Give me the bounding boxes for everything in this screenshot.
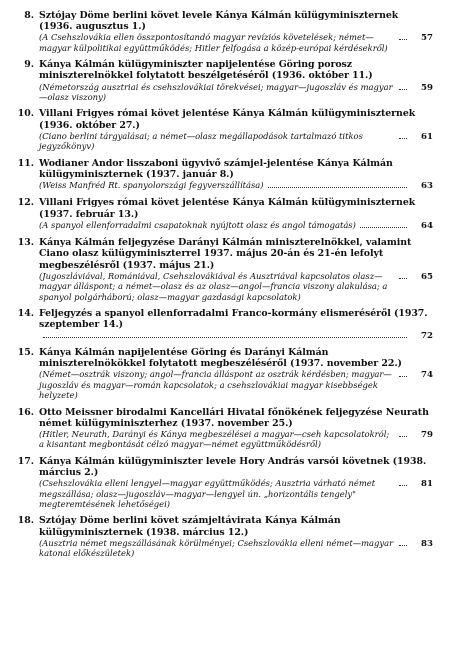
entry-body — [39, 407, 433, 450]
entry-number: 13. — [17, 237, 34, 249]
entry-number: 10. — [17, 108, 34, 120]
entry-body — [39, 308, 433, 341]
dot-leader — [399, 485, 407, 486]
entry-summary: (Csehszlovákia elleni lengyel—magyar együttműködés; Ausztria várható német megszállása; olasz—jugoszláv—magyar—lengyel ún. „horizontális tengely" megteremtésének lehetőségei) — [39, 478, 376, 509]
toc-entry-row — [10, 407, 433, 450]
entry-note-line — [39, 478, 433, 509]
entry-body — [39, 456, 433, 510]
entry-title: Kánya Kálmán külügyminiszter levele Hory András varsói követnek (1938. március 2.) — [39, 455, 427, 478]
dot-leader — [399, 39, 407, 40]
entry-title: Sztójay Döme berlini követ számjeltávirata Kánya Kálmán külügyminiszternek (1938. március 12.) — [39, 515, 341, 538]
entry-summary: (Hitler, Neurath, Darányi és Kánya megbeszélései a magyar—cseh kapcsolatokról; a kisantant megbontását célzó magyar—német együttműködésről) — [39, 428, 390, 450]
page-number: 59 — [421, 82, 433, 93]
entry-note-line — [39, 180, 433, 191]
page-number: 65 — [421, 271, 433, 282]
toc-entry-row — [10, 108, 433, 151]
entry-title: Kánya Kálmán napijelentése Göring és Darányi Kálmán miniszterelnökökkel folytatott megbeszéléséről (1937. november 22.) — [39, 346, 402, 370]
entry-number: 15. — [17, 346, 34, 358]
page-number: 79 — [421, 429, 433, 440]
toc-entry — [10, 347, 433, 401]
entry-body — [39, 197, 433, 231]
dot-leader — [399, 545, 407, 546]
entry-summary: (Ausztria német megszállásának körülményei; Csehszlovákia elleni német—magyar katonai előkészületek) — [39, 537, 394, 559]
entry-note-line — [39, 369, 433, 400]
entry-summary: (Német—osztrák viszony; angol—francia álláspont az osztrák kérdésben; magyar—jugoszláv és magyar—román kapcsolatok; a csehszlovákiai magyar kisebbségek helyzete) — [39, 369, 392, 401]
entry-title: Villani Frigyes római követ jelentése Kánya Kálmán külügyminiszternek (1936. október 27.) — [39, 108, 416, 131]
entry-note-line — [39, 429, 433, 450]
entry-note-line — [39, 32, 433, 53]
entry-body — [39, 158, 433, 192]
toc-entry — [10, 407, 433, 450]
toc-entry-row — [10, 59, 433, 102]
page-number: 72 — [421, 330, 433, 341]
dot-leader — [360, 227, 407, 228]
toc-entry-row — [10, 347, 433, 401]
entry-body — [39, 515, 433, 558]
entry-note-line — [39, 82, 433, 103]
entry-body — [39, 10, 433, 53]
page-number: 57 — [421, 33, 433, 44]
toc-entry — [10, 59, 433, 102]
toc-entry — [10, 515, 433, 558]
entry-summary: (A spanyol ellenforradalmi csapatoknak nyújtott olasz és angol támogatás) — [39, 219, 356, 230]
dot-leader — [399, 89, 407, 90]
dot-leader — [43, 337, 407, 338]
page-number: 61 — [421, 131, 433, 142]
entry-note-line — [39, 220, 433, 231]
entry-title: Kánya Kálmán külügyminiszter napijelentése Göring porosz miniszterelnökkel folytatott beszélgetéséről (1936. október 11.) — [39, 59, 373, 82]
dot-leader — [399, 436, 407, 437]
entry-number: 16. — [17, 406, 34, 418]
entry-summary: (Németország ausztriai és csehszlovákiai törekvései; magyar—jugoszláv és magyar—olasz viszony) — [39, 81, 393, 103]
entry-summary: (A Csehszlovákia ellen összpontosítandó magyar revíziós követelések; német—magyar külpolitikai együttműködés; Hitler felfogása a közép-európai kérdésekről) — [39, 32, 388, 53]
entry-number: 11. — [17, 157, 34, 169]
page-number: 63 — [421, 181, 433, 192]
toc-entry-row — [10, 456, 433, 510]
toc-entry-row — [10, 197, 433, 231]
entry-body — [39, 347, 433, 401]
entry-title: Otto Meissner birodalmi Kancellári Hivatal főnökének feljegyzése Neurath német külügyminiszterhez (1937. november 25.) — [39, 406, 429, 429]
entry-number: 8. — [24, 10, 34, 21]
dot-leader — [399, 278, 407, 279]
toc-entry-row — [10, 308, 433, 341]
page-number: 74 — [421, 370, 433, 381]
entry-title: Kánya Kálmán feljegyzése Darányi Kálmán miniszterelnökkel, valamint Ciano olasz külügyminiszterrel 1937. május 20-án és 21-én lefolyt megbeszélésről (1937. május 21.) — [39, 237, 412, 271]
toc-entry — [10, 108, 433, 151]
entry-body — [39, 237, 433, 302]
toc-entry — [10, 456, 433, 510]
toc-entry-row — [10, 515, 433, 558]
entry-number: 12. — [17, 197, 34, 209]
toc-entry — [10, 10, 433, 53]
dot-leader — [268, 187, 407, 188]
entry-summary: (Ciano berlini tárgyalásai; a német—olasz megállapodások tartalmazó titkos jegyzőkönyv) — [39, 130, 363, 152]
entry-number: 9. — [24, 59, 34, 71]
toc-entry-row — [10, 158, 433, 192]
toc-entry-row — [10, 237, 433, 302]
entry-title: Wodianer Andor lisszaboni ügyvivő számjel-jelentése Kánya Kálmán külügyminiszternek (1937. január 8.) — [39, 157, 393, 180]
toc-entry — [10, 197, 433, 231]
dot-leader — [399, 376, 407, 377]
entry-number: 18. — [17, 515, 34, 527]
toc-entry — [10, 308, 433, 341]
entry-body — [39, 108, 433, 151]
dot-leader — [399, 138, 407, 139]
page-number: 83 — [421, 538, 433, 549]
entry-note-line — [39, 538, 433, 559]
entry-summary: (Weiss Manfréd Rt. spanyolországi fegyverszállítása) — [39, 180, 264, 191]
entry-summary: (Jugoszláviával, Romániával, Csehszlovákiával és Ausztriával kapcsolatos olasz—magyar álláspont; a német—olasz és az olasz—angol—francia viszony alakulása; a spanyol polgárháború; olasz—magyar gazdasági kapcsolatok) — [39, 270, 388, 302]
entry-note-line — [39, 331, 433, 341]
entry-title: Sztójay Döme berlini követ levele Kánya Kálmán külügyminiszternek (1936. augusztus 1.) — [39, 10, 399, 33]
entry-note-line — [39, 131, 433, 152]
toc-entry — [10, 237, 433, 302]
entry-number: 17. — [17, 455, 34, 467]
page-number: 64 — [421, 220, 433, 231]
entry-note-line — [39, 271, 433, 302]
entry-title: Feljegyzés a spanyol ellenforradalmi Franco-kormány elismeréséről (1937. szeptember 14.) — [39, 308, 428, 331]
entry-title: Villani Frigyes római követ jelentése Kánya Kálmán külügyminiszternek (1937. február 13.) — [39, 197, 416, 220]
page-number: 81 — [421, 479, 433, 490]
toc-entry-row — [10, 10, 433, 53]
entry-number: 14. — [17, 308, 34, 320]
toc-entry — [10, 158, 433, 192]
entry-body — [39, 59, 433, 102]
